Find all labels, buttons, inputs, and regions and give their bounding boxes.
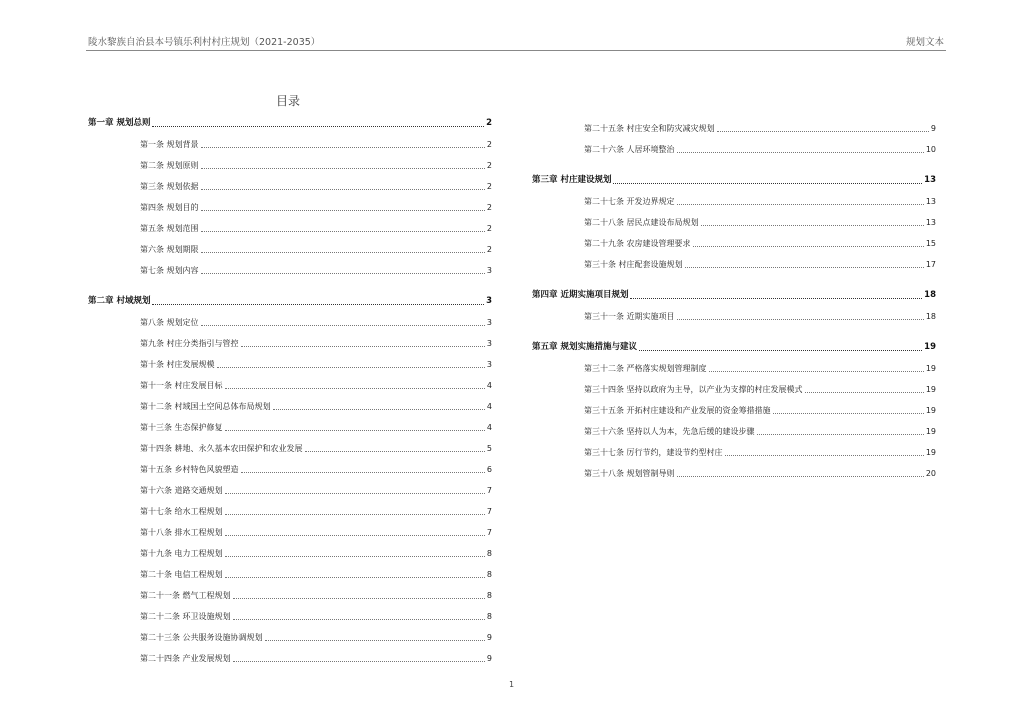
- toc-entry-page: 9: [930, 124, 936, 133]
- toc-entry-page: 2: [486, 161, 492, 170]
- dot-leader: [225, 388, 485, 389]
- dot-leader: [677, 204, 924, 205]
- toc-entry-page: 17: [925, 260, 936, 269]
- toc-article-entry[interactable]: [88, 134, 492, 155]
- toc-entry-page: 3: [486, 266, 492, 275]
- toc-entry-title: 第十七条 给水工程规划: [140, 507, 223, 516]
- toc-article-entry[interactable]: [532, 442, 936, 463]
- toc-article-entry[interactable]: [88, 312, 492, 333]
- toc-entry-page: 3: [486, 296, 492, 306]
- toc-entry-page: 2: [486, 245, 492, 254]
- toc-entry-title: 第十九条 电力工程规划: [140, 549, 223, 558]
- toc-entry-title: 第三十五条 开拓村庄建设和产业发展的资金筹措措施: [584, 406, 771, 415]
- toc-article-entry[interactable]: [532, 400, 936, 421]
- toc-entry-title: 第二条 规划原则: [140, 161, 199, 170]
- toc-article-entry[interactable]: [88, 564, 492, 585]
- toc-article-entry[interactable]: [532, 118, 936, 139]
- dot-leader: [225, 577, 485, 578]
- dot-leader: [233, 619, 485, 620]
- toc-entry-page: 2: [486, 182, 492, 191]
- toc-article-entry[interactable]: [88, 417, 492, 438]
- dot-leader: [265, 640, 485, 641]
- toc-entry-page: 2: [486, 203, 492, 212]
- toc-article-entry[interactable]: [88, 501, 492, 522]
- dot-leader: [201, 210, 485, 211]
- toc-left-column: [88, 113, 492, 669]
- toc-entry-page: 3: [486, 318, 492, 327]
- toc-entry-page: 6: [486, 465, 492, 474]
- toc-entry-title: 第四条 规划目的: [140, 203, 199, 212]
- dot-leader: [152, 126, 484, 127]
- toc-entry-page: 20: [925, 469, 936, 478]
- toc-article-entry[interactable]: [88, 585, 492, 606]
- toc-chapter-entry[interactable]: [532, 337, 936, 358]
- toc-article-entry[interactable]: [532, 254, 936, 275]
- toc-entry-title: 第二十三条 公共服务设施协调规划: [140, 633, 263, 642]
- toc-entry-title: 第三章 村庄建设规划: [532, 175, 612, 185]
- dot-leader: [773, 413, 924, 414]
- dot-leader: [717, 131, 929, 132]
- dot-leader: [677, 152, 924, 153]
- dot-leader: [305, 451, 485, 452]
- toc-entry-page: 9: [486, 633, 492, 642]
- dot-leader: [225, 556, 485, 557]
- toc-entry-page: 13: [925, 218, 936, 227]
- toc-article-entry[interactable]: [88, 197, 492, 218]
- page-header-doc-type: 规划文本: [905, 37, 944, 48]
- toc-entry-title: 第三十四条 坚持以政府为主导，以产业为支撑的村庄发展模式: [584, 385, 803, 394]
- toc-entry-page: 8: [486, 570, 492, 579]
- dot-leader: [639, 350, 922, 351]
- dot-leader: [233, 598, 485, 599]
- toc-entry-title: 第三十六条 坚持以人为本，先急后缓的建设步骤: [584, 427, 755, 436]
- toc-entry-page: 19: [925, 385, 936, 394]
- toc-article-entry[interactable]: [532, 306, 936, 327]
- dot-leader: [241, 346, 485, 347]
- dot-leader: [613, 183, 922, 184]
- toc-article-entry[interactable]: [88, 648, 492, 669]
- toc-entry-page: 2: [486, 224, 492, 233]
- toc-chapter-entry[interactable]: [532, 170, 936, 191]
- toc-entry-title: 第一章 规划总则: [88, 118, 151, 128]
- dot-leader: [225, 430, 485, 431]
- toc-entry-title: 第十三条 生态保护修复: [140, 423, 223, 432]
- toc-entry-page: 19: [925, 406, 936, 415]
- toc-entry-title: 第十二条 村域国土空间总体布局规划: [140, 402, 271, 411]
- toc-title: 目录: [276, 94, 301, 108]
- dot-leader: [241, 472, 485, 473]
- dot-leader: [201, 231, 485, 232]
- dot-leader: [709, 371, 924, 372]
- toc-entry-title: 第三十八条 规划管制导则: [584, 469, 675, 478]
- toc-article-entry[interactable]: [88, 239, 492, 260]
- header-rule: [86, 50, 946, 51]
- toc-article-entry[interactable]: [88, 375, 492, 396]
- toc-right-column: [532, 118, 936, 484]
- toc-entry-title: 第三十二条 严格落实规划管理制度: [584, 364, 707, 373]
- toc-entry-title: 第十五条 乡村特色风貌塑造: [140, 465, 239, 474]
- dot-leader: [201, 325, 485, 326]
- toc-entry-title: 第十四条 耕地、永久基本农田保护和农业发展: [140, 444, 303, 453]
- toc-entry-page: 18: [925, 312, 936, 321]
- toc-entry-page: 19: [925, 448, 936, 457]
- toc-entry-title: 第十六条 道路交通规划: [140, 486, 223, 495]
- toc-article-entry[interactable]: [532, 421, 936, 442]
- toc-entry-page: 4: [486, 423, 492, 432]
- toc-article-entry[interactable]: [532, 463, 936, 484]
- toc-entry-page: 7: [486, 507, 492, 516]
- toc-entry-page: 2: [486, 140, 492, 149]
- toc-article-entry[interactable]: [88, 333, 492, 354]
- toc-entry-title: 第三十七条 厉行节约，建设节约型村庄: [584, 448, 723, 457]
- dot-leader: [805, 392, 924, 393]
- dot-leader: [725, 455, 924, 456]
- toc-entry-title: 第九条 村庄分类指引与管控: [140, 339, 239, 348]
- toc-entry-page: 19: [924, 342, 936, 352]
- toc-article-entry[interactable]: [88, 218, 492, 239]
- dot-leader: [677, 319, 924, 320]
- dot-leader: [693, 246, 924, 247]
- dot-leader: [201, 189, 485, 190]
- toc-entry-page: 13: [925, 197, 936, 206]
- toc-entry-page: 8: [486, 549, 492, 558]
- toc-entry-page: 2: [486, 118, 492, 128]
- toc-article-entry[interactable]: [88, 396, 492, 417]
- toc-entry-title: 第八条 规划定位: [140, 318, 199, 327]
- toc-entry-title: 第三条 规划依据: [140, 182, 199, 191]
- toc-entry-page: 4: [486, 402, 492, 411]
- toc-article-entry[interactable]: [88, 438, 492, 459]
- dot-leader: [757, 434, 924, 435]
- toc-chapter-entry[interactable]: [88, 291, 492, 312]
- toc-article-entry[interactable]: [88, 480, 492, 501]
- toc-entry-page: 8: [486, 591, 492, 600]
- toc-entry-page: 5: [486, 444, 492, 453]
- dot-leader: [217, 367, 485, 368]
- dot-leader: [225, 493, 485, 494]
- toc-article-entry[interactable]: [88, 627, 492, 648]
- toc-entry-page: 18: [924, 290, 936, 300]
- dot-leader: [152, 304, 484, 305]
- toc-article-entry[interactable]: [88, 155, 492, 176]
- toc-entry-page: 9: [486, 654, 492, 663]
- toc-entry-title: 第五条 规划范围: [140, 224, 199, 233]
- toc-article-entry[interactable]: [88, 354, 492, 375]
- toc-entry-title: 第二十一条 燃气工程规划: [140, 591, 231, 600]
- toc-entry-title: 第二十四条 产业发展规划: [140, 654, 231, 663]
- toc-entry-title: 第二十九条 农房建设管理要求: [584, 239, 691, 248]
- toc-article-entry[interactable]: [532, 233, 936, 254]
- dot-leader: [233, 661, 485, 662]
- toc-chapter-entry[interactable]: [532, 285, 936, 306]
- toc-entry-title: 第三十一条 近期实施项目: [584, 312, 675, 321]
- dot-leader: [201, 273, 485, 274]
- toc-entry-page: 15: [925, 239, 936, 248]
- toc-entry-title: 第二十七条 开发边界规定: [584, 197, 675, 206]
- toc-entry-page: 3: [486, 339, 492, 348]
- toc-entry-page: 19: [925, 364, 936, 373]
- dot-leader: [201, 252, 485, 253]
- dot-leader: [201, 168, 485, 169]
- chapter-spacer: [532, 160, 936, 170]
- toc-entry-title: 第五章 规划实施措施与建议: [532, 342, 637, 352]
- dot-leader: [685, 267, 924, 268]
- dot-leader: [225, 514, 485, 515]
- toc-entry-title: 第二十八条 居民点建设布局规划: [584, 218, 699, 227]
- toc-entry-title: 第十条 村庄发展规模: [140, 360, 215, 369]
- toc-entry-title: 第二章 村域规划: [88, 296, 151, 306]
- toc-chapter-entry[interactable]: [88, 113, 492, 134]
- chapter-spacer: [88, 281, 492, 291]
- toc-entry-page: 3: [486, 360, 492, 369]
- toc-entry-title: 第二十条 电信工程规划: [140, 570, 223, 579]
- toc-entry-page: 7: [486, 486, 492, 495]
- toc-entry-page: 8: [486, 612, 492, 621]
- chapter-spacer: [532, 327, 936, 337]
- toc-article-entry[interactable]: [532, 191, 936, 212]
- dot-leader: [630, 298, 922, 299]
- toc-article-entry[interactable]: [532, 139, 936, 160]
- toc-entry-title: 第一条 规划背景: [140, 140, 199, 149]
- dot-leader: [273, 409, 485, 410]
- toc-article-entry[interactable]: [532, 358, 936, 379]
- toc-entry-page: 7: [486, 528, 492, 537]
- toc-article-entry[interactable]: [88, 459, 492, 480]
- toc-entry-page: 19: [925, 427, 936, 436]
- toc-entry-page: 10: [925, 145, 936, 154]
- toc-article-entry[interactable]: [88, 522, 492, 543]
- page-number: 1: [509, 680, 515, 689]
- toc-entry-page: 13: [924, 175, 936, 185]
- toc-entry-title: 第二十六条 人居环境整治: [584, 145, 675, 154]
- toc-article-entry[interactable]: [532, 212, 936, 233]
- dot-leader: [677, 476, 924, 477]
- toc-article-entry[interactable]: [88, 260, 492, 281]
- toc-entry-title: 第二十二条 环卫设施规划: [140, 612, 231, 621]
- chapter-spacer: [532, 275, 936, 285]
- toc-entry-title: 第七条 规划内容: [140, 266, 199, 275]
- toc-entry-title: 第四章 近期实施项目规划: [532, 290, 629, 300]
- toc-entry-title: 第三十条 村庄配套设施规划: [584, 260, 683, 269]
- page-header-title: 陵水黎族自治县本号镇乐利村村庄规划（2021-2035）: [88, 37, 321, 48]
- toc-article-entry[interactable]: [532, 379, 936, 400]
- dot-leader: [225, 535, 485, 536]
- toc-entry-title: 第二十五条 村庄安全和防灾减灾规划: [584, 124, 715, 133]
- toc-entry-title: 第六条 规划期限: [140, 245, 199, 254]
- dot-leader: [701, 225, 924, 226]
- toc-article-entry[interactable]: [88, 606, 492, 627]
- toc-entry-page: 4: [486, 381, 492, 390]
- toc-entry-title: 第十一条 村庄发展目标: [140, 381, 223, 390]
- toc-article-entry[interactable]: [88, 176, 492, 197]
- toc-entry-title: 第十八条 排水工程规划: [140, 528, 223, 537]
- dot-leader: [201, 147, 485, 148]
- toc-article-entry[interactable]: [88, 543, 492, 564]
